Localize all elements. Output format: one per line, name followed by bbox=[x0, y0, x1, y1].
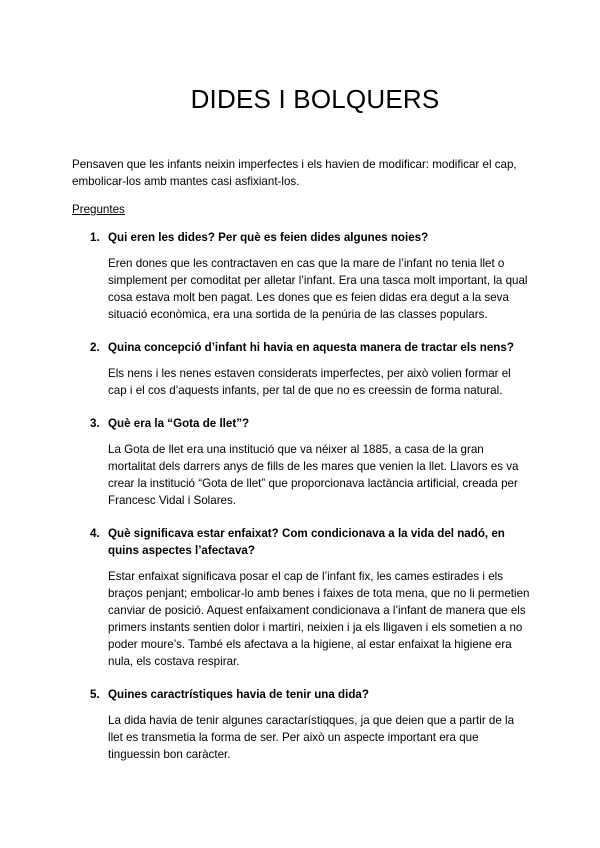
intro-paragraph: Pensaven que les infants neixin imperfectes i els havien de modificar: modificar el cap, embolicar-los amb mantes casi asfixiant-los. bbox=[72, 158, 517, 188]
answer-text: La Gota de llet era una institució que va néixer al 1885, a casa de la gran mortalitat dels darrers anys de fills de les mares que venien la llet. Llavors es va crear la institució “Gota de llet” que proporcionava lactància artificial, creada per Francesc Vidal i Solares. bbox=[108, 443, 519, 507]
questions-list bbox=[72, 229, 532, 779]
question-number: 4. bbox=[90, 527, 100, 540]
question-item-5 bbox=[72, 686, 532, 763]
question-item-2 bbox=[72, 339, 532, 399]
answer-text: Eren dones que les contractaven en cas que la mare de l’infant no tenia llet o simplement per comoditat per alletar l’infant. Era una tasca molt important, la qual cosa estava molt ben pagat. Les dones que es feien didas era degut a la seva situació econòmica, era una sortida de la penúria de las classes populars. bbox=[108, 257, 528, 321]
question-item-3 bbox=[72, 415, 532, 509]
question-text: Quina concepció d’infant hi havia en aquesta manera de tractar els nens? bbox=[108, 341, 514, 354]
answer-text: Els nens i les nenes estaven considerats imperfectes, per això volien formar el cap i el cos d’aquests infants, per tal de que no es creessin de forma natural. bbox=[108, 367, 511, 397]
page-title: DIDES I BOLQUERS bbox=[190, 84, 440, 114]
question-number: 5. bbox=[90, 688, 100, 701]
answer-text: La dida havia de tenir algunes caractarístiqques, ja que deien que a partir de la llet es transmetia la forma de ser. Per això un aspecte important era que tinguessin bon caràcter. bbox=[108, 714, 515, 761]
question-text: Qui eren les dides? Per què es feien dides algunes noies? bbox=[108, 231, 429, 244]
question-number: 2. bbox=[90, 341, 100, 354]
question-number: 3. bbox=[90, 417, 100, 430]
question-text: Què significava estar enfaixat? Com condicionava a la vida del nadó, en quins aspectes l’afectava? bbox=[108, 527, 505, 557]
section-label-preguntes: Preguntes bbox=[72, 203, 125, 216]
question-text: Quines caractrístiques havia de tenir una dida? bbox=[108, 688, 369, 701]
question-item-4 bbox=[72, 525, 532, 670]
question-text: Què era la “Gota de llet”? bbox=[108, 417, 250, 430]
question-item-1 bbox=[72, 229, 532, 323]
answer-text: Estar enfaixat significava posar el cap de l’infant fix, les cames estirades i els braços penjant; embolicar-lo amb benes i faixes de tota mena, que no li permetien canviar de posició. Aquest enfaixament condicionava a l’infant de manera que els primers instants sentien dolor i martiri, neixien i ja els lligaven i els sometien a no poder moure’s. També els afectava a la higiene, al estar enfaixat la higiene era nula, els costava respirar. bbox=[108, 570, 530, 668]
question-number: 1. bbox=[90, 231, 100, 244]
